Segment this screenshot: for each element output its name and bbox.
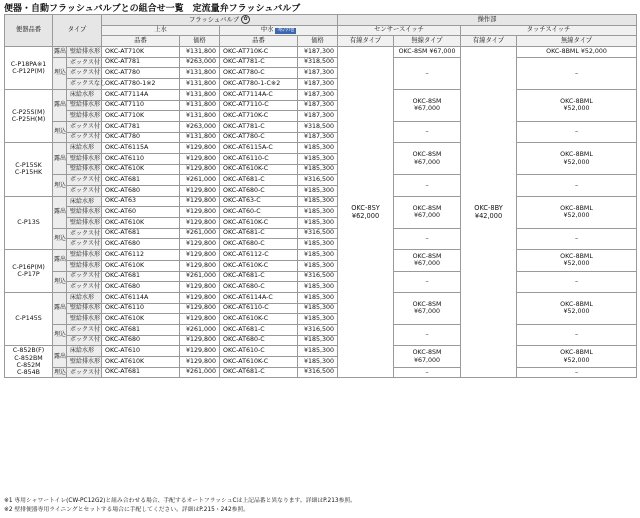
price: ¥129,800: [180, 357, 220, 368]
sensor-wireless-price: ¥67,000: [413, 212, 441, 220]
touch-wireless-cell: –: [517, 121, 637, 142]
series-name: C-P25S(M): [12, 108, 45, 116]
part-number: OKC-AT6110-C: [220, 303, 298, 314]
sensor-wireless-cell: [394, 196, 461, 228]
series-cell: [5, 143, 53, 196]
price: ¥129,800: [180, 314, 220, 325]
part-number: OKC-AT7114A-C: [220, 89, 298, 100]
mount-cell: 露出: [53, 292, 67, 324]
price: ¥187,300: [298, 79, 338, 90]
touch-wireless-cell: –: [517, 324, 637, 345]
part-number: OKC-AT681: [102, 324, 180, 335]
price: ¥185,300: [298, 292, 338, 303]
part-number: OKC-AT610K: [102, 357, 180, 368]
table-row: [5, 175, 637, 186]
mount-cell: 埋込: [53, 175, 67, 196]
mount-cell: 露出: [53, 250, 67, 271]
table-row: [5, 292, 637, 303]
sensor-wireless-price: ¥67,000: [413, 158, 441, 166]
sensor-wireless-cell: [394, 89, 461, 121]
sensor-wireless-model: OKC-8SM: [412, 348, 442, 356]
cold-region-tag: 寒冷地: [277, 27, 295, 34]
part-number: OKC-AT681-C: [220, 175, 298, 186]
part-number: OKC-AT63: [102, 196, 180, 207]
part-number: OKC-AT6112: [102, 250, 180, 261]
type-cell: 床給水形: [67, 292, 102, 303]
type-cell: 床給水形: [67, 143, 102, 154]
part-number: OKC-AT60-C: [220, 207, 298, 218]
price: ¥185,300: [298, 250, 338, 261]
part-number: OKC-AT610K-C: [220, 314, 298, 325]
touch-wireless-model: OKC-8BML: [560, 97, 593, 105]
table-row: [5, 89, 637, 100]
part-number: OKC-AT6114A: [102, 292, 180, 303]
part-number: OKC-AT680-C: [220, 335, 298, 346]
table-row: [5, 143, 637, 154]
part-number: OKC-AT610K: [102, 260, 180, 271]
touch-wireless-model: OKC-8BML: [560, 204, 593, 212]
table-row: [5, 346, 637, 357]
touch-wireless-model: OKC-8BML: [560, 348, 593, 356]
part-number: OKC-AT780-C: [220, 68, 298, 79]
type-cell: ボックス付: [67, 186, 102, 197]
type-cell: ボックス付: [67, 57, 102, 68]
type-cell: ボックス付: [67, 68, 102, 79]
price: ¥185,300: [298, 303, 338, 314]
price: ¥261,000: [180, 367, 220, 378]
sensor-wireless-cell: [394, 292, 461, 324]
type-cell: ボックスなし: [67, 79, 102, 90]
touch-wireless-price: ¥52,000: [563, 308, 590, 316]
type-cell: 壁給排水形: [67, 153, 102, 164]
type-cell: ボックス付: [67, 132, 102, 143]
part-number: OKC-AT681-C: [220, 324, 298, 335]
mount-cell: 埋込: [53, 324, 67, 345]
price: ¥185,300: [298, 282, 338, 293]
part-number: OKC-AT780-1-C※2: [220, 79, 298, 90]
part-number: OKC-AT610K: [102, 164, 180, 175]
header-kakaku-chusui: 価格: [298, 36, 338, 47]
price: ¥316,500: [298, 228, 338, 239]
touch-wireless-model: OKC-8BML: [560, 151, 593, 159]
price: ¥316,500: [298, 175, 338, 186]
sensor-wireless-model: OKC-8SM: [412, 204, 442, 212]
part-number: OKC-AT710K: [102, 47, 180, 58]
sensor-wireless-cell: –: [394, 57, 461, 89]
table-row: [5, 47, 637, 58]
sensor-wired-cell: [338, 47, 394, 378]
series-cell: [5, 196, 53, 249]
type-cell: 壁給排水形: [67, 250, 102, 261]
sensor-wireless-model: OKC-8SM: [412, 97, 442, 105]
series-name: C-P15HK: [14, 169, 43, 177]
touch-wireless-cell: [517, 89, 637, 121]
touch-wireless-cell: [517, 196, 637, 228]
part-number: OKC-AT680: [102, 186, 180, 197]
header-series: 便器品番: [5, 15, 53, 47]
part-number: OKC-AT610K: [102, 314, 180, 325]
series-name: C-P18PA※1: [10, 60, 47, 68]
table-row: [5, 324, 637, 335]
part-number: OKC-AT781-C: [220, 57, 298, 68]
type-cell: 壁給排水形: [67, 303, 102, 314]
price: ¥316,500: [298, 271, 338, 282]
touch-wireless-model: OKC-8BML: [560, 252, 593, 260]
price: ¥261,000: [180, 324, 220, 335]
price: ¥129,800: [180, 250, 220, 261]
price: ¥129,800: [180, 218, 220, 229]
price: ¥187,300: [298, 111, 338, 122]
type-cell: 壁給排水形: [67, 100, 102, 111]
part-number: OKC-AT680: [102, 239, 180, 250]
mount-cell: 埋込: [53, 57, 67, 89]
mount-cell: 露出: [53, 196, 67, 228]
price: ¥129,800: [180, 292, 220, 303]
price: ¥185,300: [298, 346, 338, 357]
combination-table: [4, 14, 637, 378]
series-name: C-852BM: [14, 354, 43, 362]
touch-wired-cell: [461, 47, 517, 378]
part-number: OKC-AT680-C: [220, 282, 298, 293]
header-sensor-wireless: 無線タイプ: [394, 36, 461, 47]
part-number: OKC-AT610K-C: [220, 357, 298, 368]
type-cell: ボックス付: [67, 335, 102, 346]
table-row: [5, 196, 637, 207]
header-touch-switch: タッチスイッチ: [461, 25, 637, 36]
price: ¥129,800: [180, 239, 220, 250]
price: ¥263,000: [180, 121, 220, 132]
mount-cell: 埋込: [53, 121, 67, 142]
header-sensor-switch: センサースイッチ: [338, 25, 461, 36]
price: ¥261,000: [180, 271, 220, 282]
touch-wireless-cell: OKC-8BML ¥52,000: [517, 47, 637, 58]
type-cell: 壁給排水形: [67, 260, 102, 271]
part-number: OKC-AT610: [102, 346, 180, 357]
header-flush-valve: [102, 15, 338, 26]
table-row: [5, 250, 637, 261]
sensor-wireless-cell: [394, 346, 461, 367]
price: ¥129,800: [180, 143, 220, 154]
touch-wireless-cell: [517, 346, 637, 367]
price: ¥129,800: [180, 282, 220, 293]
table-row: [5, 228, 637, 239]
part-number: OKC-AT7114A: [102, 89, 180, 100]
type-cell: ボックス付: [67, 282, 102, 293]
table-row: [5, 121, 637, 132]
touch-wireless-price: ¥52,000: [563, 158, 590, 166]
footnotes: [4, 497, 356, 515]
part-number: OKC-AT710K: [102, 111, 180, 122]
mount-cell: 露出: [53, 47, 67, 58]
sensor-wireless-cell: –: [394, 324, 461, 345]
part-number: OKC-AT681: [102, 175, 180, 186]
touch-wireless-model: OKC-8BML: [560, 300, 593, 308]
type-cell: 床給水形: [67, 89, 102, 100]
price: ¥129,800: [180, 260, 220, 271]
mount-cell: 露出: [53, 143, 67, 175]
series-name: C-P15SK: [15, 162, 42, 170]
part-number: OKC-AT6110: [102, 303, 180, 314]
header-chusui-label: 中水: [260, 26, 274, 34]
touch-wired-price: ¥42,000: [474, 212, 503, 221]
price: ¥187,300: [298, 100, 338, 111]
series-cell: [5, 346, 53, 378]
part-number: OKC-AT6110: [102, 153, 180, 164]
part-number: OKC-AT60: [102, 207, 180, 218]
mount-cell: 埋込: [53, 367, 67, 378]
sensor-wireless-price: ¥67,000: [413, 105, 441, 113]
part-number: OKC-AT780: [102, 132, 180, 143]
sensor-wireless-cell: –: [394, 271, 461, 292]
touch-wireless-cell: –: [517, 228, 637, 249]
part-number: OKC-AT7110: [102, 100, 180, 111]
header-hinban-chusui: 品番: [220, 36, 298, 47]
header-chusui: [220, 25, 338, 36]
mount-cell: 露出: [53, 346, 67, 367]
touch-wireless-cell: [517, 143, 637, 175]
touch-wireless-cell: [517, 250, 637, 271]
type-cell: ボックス付: [67, 271, 102, 282]
type-cell: ボックス付: [67, 367, 102, 378]
part-number: OKC-AT780-1※2: [102, 79, 180, 90]
part-number: OKC-AT781-C: [220, 121, 298, 132]
series-name: C-852B(F): [12, 347, 45, 355]
part-number: OKC-AT6112-C: [220, 250, 298, 261]
price: ¥261,000: [180, 175, 220, 186]
part-number: OKC-AT610K-C: [220, 164, 298, 175]
price: ¥318,500: [298, 121, 338, 132]
header-sensor-wired: 有線タイプ: [338, 36, 394, 47]
part-number: OKC-AT610K-C: [220, 218, 298, 229]
price: ¥131,800: [180, 111, 220, 122]
price: ¥185,300: [298, 335, 338, 346]
sensor-wireless-model: OKC-8SM: [412, 300, 442, 308]
sensor-wireless-price: ¥67,000: [413, 308, 441, 316]
touch-wired-model: OKC-8BY: [474, 203, 503, 212]
footnote: ※1 専用シャワートイレ(CW-PC12G2)と組み合わせる場合、手配するオートフラッシュCは上記品番と異なります。詳細はP.213参照。: [4, 498, 356, 504]
sensor-wireless-cell: –: [394, 175, 461, 196]
part-number: OKC-AT781: [102, 57, 180, 68]
price: ¥185,300: [298, 314, 338, 325]
mount-cell: 露出: [53, 89, 67, 121]
header-hinban-jousui: 品番: [102, 36, 180, 47]
sensor-wireless-cell: OKC-8SM ¥67,000: [394, 47, 461, 58]
sensor-wireless-cell: –: [394, 228, 461, 249]
type-cell: 壁給排水形: [67, 207, 102, 218]
page-title: 便器・自動フラッシュバルブとの組合せ一覧 定流量弁フラッシュバルブ: [4, 4, 301, 14]
part-number: OKC-AT780-C: [220, 132, 298, 143]
price: ¥316,500: [298, 367, 338, 378]
price: ¥185,300: [298, 153, 338, 164]
series-name: C-P13S: [17, 219, 40, 227]
type-cell: 壁給排水形: [67, 111, 102, 122]
part-number: OKC-AT7110-C: [220, 100, 298, 111]
touch-wireless-price: ¥52,000: [563, 105, 590, 113]
price: ¥187,300: [298, 89, 338, 100]
type-cell: 床給水形: [67, 196, 102, 207]
sensor-wireless-cell: [394, 250, 461, 271]
type-cell: ボックス付: [67, 175, 102, 186]
mount-cell: 埋込: [53, 228, 67, 249]
price: ¥185,300: [298, 218, 338, 229]
flush-valve-icon: ✿: [241, 15, 250, 24]
series-name: C-854B: [16, 369, 40, 377]
header-touch-wireless: 無線タイプ: [517, 36, 637, 47]
sensor-wireless-cell: [394, 143, 461, 175]
header-control: 操作部: [338, 15, 637, 26]
part-number: OKC-AT680: [102, 335, 180, 346]
series-cell: [5, 250, 53, 293]
part-number: OKC-AT681-C: [220, 271, 298, 282]
price: ¥131,800: [180, 100, 220, 111]
sensor-wireless-model: OKC-8SM: [412, 151, 442, 159]
series-cell: [5, 292, 53, 345]
type-cell: 壁給排水形: [67, 218, 102, 229]
price: ¥316,500: [298, 324, 338, 335]
type-cell: ボックス付: [67, 228, 102, 239]
part-number: OKC-AT681: [102, 228, 180, 239]
sensor-wired-price: ¥62,000: [351, 212, 380, 221]
price: ¥131,800: [180, 68, 220, 79]
price: ¥129,800: [180, 303, 220, 314]
touch-wireless-cell: –: [517, 271, 637, 292]
part-number: OKC-AT610K: [102, 218, 180, 229]
sensor-wireless-price: ¥67,000: [413, 260, 441, 268]
price: ¥131,800: [180, 132, 220, 143]
part-number: OKC-AT780: [102, 68, 180, 79]
part-number: OKC-AT681: [102, 367, 180, 378]
price: ¥261,000: [180, 228, 220, 239]
series-name: C-P145S: [15, 315, 42, 323]
price: ¥185,300: [298, 260, 338, 271]
price: ¥129,800: [180, 186, 220, 197]
part-number: OKC-AT680: [102, 282, 180, 293]
price: ¥131,800: [180, 79, 220, 90]
series-name: C-P12P(M): [12, 67, 45, 75]
table-row: [5, 271, 637, 282]
part-number: OKC-AT6114A-C: [220, 292, 298, 303]
price: ¥131,800: [180, 89, 220, 100]
type-cell: 壁給排水形: [67, 47, 102, 58]
price: ¥318,500: [298, 57, 338, 68]
header-kakaku-jousui: 価格: [180, 36, 220, 47]
part-number: OKC-AT6115A-C: [220, 143, 298, 154]
table-row: [5, 367, 637, 378]
sensor-wireless-price: ¥67,000: [413, 356, 441, 364]
header-type: タイプ: [53, 15, 102, 47]
type-cell: ボックス付: [67, 121, 102, 132]
part-number: OKC-AT610K-C: [220, 260, 298, 271]
part-number: OKC-AT6115A: [102, 143, 180, 154]
type-cell: 床給水形: [67, 346, 102, 357]
price: ¥187,300: [298, 68, 338, 79]
touch-wireless-cell: –: [517, 175, 637, 196]
price: ¥185,300: [298, 239, 338, 250]
series-cell: [5, 47, 53, 90]
price: ¥129,800: [180, 335, 220, 346]
series-name: C-P16P(M): [12, 263, 45, 271]
part-number: OKC-AT610-C: [220, 346, 298, 357]
part-number: OKC-AT710K-C: [220, 47, 298, 58]
price: ¥185,300: [298, 164, 338, 175]
price: ¥263,000: [180, 57, 220, 68]
type-cell: ボックス付: [67, 324, 102, 335]
price: ¥129,800: [180, 153, 220, 164]
part-number: OKC-AT63-C: [220, 196, 298, 207]
touch-wireless-cell: [517, 292, 637, 324]
sensor-wireless-model: OKC-8SM: [412, 252, 442, 260]
series-name: C-P17P: [17, 271, 40, 278]
type-cell: 壁給排水形: [67, 314, 102, 325]
series-cell: [5, 89, 53, 142]
part-number: OKC-AT681: [102, 271, 180, 282]
price: ¥129,800: [180, 196, 220, 207]
price: ¥129,800: [180, 207, 220, 218]
price: ¥187,300: [298, 132, 338, 143]
price: ¥185,300: [298, 196, 338, 207]
series-name: C-852M: [16, 361, 41, 369]
part-number: OKC-AT681-C: [220, 367, 298, 378]
price: ¥185,300: [298, 143, 338, 154]
price: ¥129,800: [180, 346, 220, 357]
type-cell: 壁給排水形: [67, 164, 102, 175]
price: ¥185,300: [298, 207, 338, 218]
touch-wireless-cell: –: [517, 57, 637, 89]
mount-cell: 埋込: [53, 271, 67, 292]
price: ¥185,300: [298, 186, 338, 197]
footnote: ※2 壁排便器専用ライニングとセットする場合に手配してください。詳細はP.215・242参照。: [4, 507, 250, 513]
part-number: OKC-AT680-C: [220, 239, 298, 250]
sensor-wireless-cell: –: [394, 367, 461, 378]
price: ¥131,800: [180, 47, 220, 58]
series-name: C-P25H(M): [11, 116, 46, 124]
touch-wireless-price: ¥52,000: [563, 212, 590, 220]
price: ¥187,300: [298, 47, 338, 58]
price: ¥129,800: [180, 164, 220, 175]
part-number: OKC-AT681-C: [220, 228, 298, 239]
part-number: OKC-AT6110-C: [220, 153, 298, 164]
type-cell: 壁給排水形: [67, 357, 102, 368]
header-touch-wired: 有線タイプ: [461, 36, 517, 47]
sensor-wired-model: OKC-8SY: [351, 203, 380, 212]
touch-wireless-cell: –: [517, 367, 637, 378]
touch-wireless-price: ¥52,000: [563, 260, 590, 268]
type-cell: ボックス付: [67, 239, 102, 250]
touch-wireless-price: ¥52,000: [563, 356, 590, 364]
price: ¥185,300: [298, 357, 338, 368]
part-number: OKC-AT781: [102, 121, 180, 132]
table-row: [5, 57, 637, 68]
sensor-wireless-cell: –: [394, 121, 461, 142]
part-number: OKC-AT710K-C: [220, 111, 298, 122]
part-number: OKC-AT680-C: [220, 186, 298, 197]
header-flush-valve-label: フラッシュバルブ: [188, 16, 240, 24]
header-jousui: 上水: [102, 25, 220, 36]
